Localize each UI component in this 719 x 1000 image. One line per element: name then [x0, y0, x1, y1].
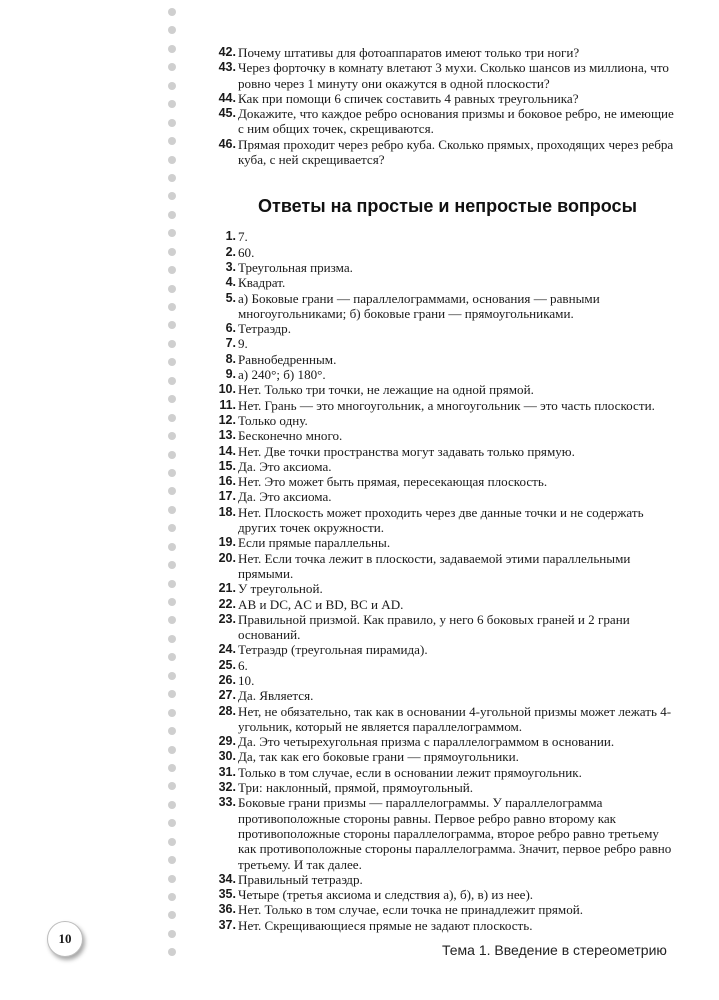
spiral-hole: [168, 672, 176, 680]
answer-item-text: Равнобедренным.: [238, 351, 337, 367]
question-item-text: Докажите, что каждое ребро основания призмы и боковое ребро, не имеющие с ним общих точек, скрещиваются.: [238, 106, 674, 137]
answer-item-text: Да. Является.: [238, 688, 314, 704]
answer-item-text: 60.: [238, 244, 255, 260]
answer-item-text: Если прямые параллельны.: [238, 535, 391, 551]
answer-item-text: Нет. Если точка лежит в плоскости, задаваемой этими параллельными прямыми.: [238, 550, 631, 581]
answer-item-number: 37.: [218, 917, 236, 932]
answer-item: [214, 444, 674, 459]
question-item: [214, 106, 674, 137]
spiral-hole: [168, 451, 176, 459]
answer-item-number: 5.: [225, 290, 236, 305]
question-item-number: 45.: [218, 106, 236, 121]
answer-item-number: 28.: [218, 703, 236, 718]
answer-item-number: 17.: [218, 489, 236, 504]
spiral-hole: [168, 561, 176, 569]
spiral-hole: [168, 856, 176, 864]
answer-item: [214, 336, 674, 351]
spiral-hole: [168, 100, 176, 108]
spiral-hole: [168, 690, 176, 698]
answer-item: [214, 918, 674, 933]
spiral-hole: [168, 764, 176, 772]
spiral-hole: [168, 358, 176, 366]
answer-item: [214, 673, 674, 688]
spiral-hole: [168, 82, 176, 90]
answer-item: [214, 887, 674, 902]
answer-item-text: Да. Это четырехугольная призма с параллелограммом в основании.: [238, 734, 615, 750]
spiral-hole: [168, 192, 176, 200]
answer-item-text: Бесконечно много.: [238, 428, 343, 444]
page-number-badge: [47, 921, 83, 957]
spiral-hole: [168, 303, 176, 311]
spiral-hole: [168, 580, 176, 588]
answer-item: [214, 428, 674, 443]
answer-item-text: Правильный тетраэдр.: [238, 871, 363, 887]
spiral-hole: [168, 930, 176, 938]
answer-item: [214, 260, 674, 275]
answer-item-number: 20.: [218, 550, 236, 565]
answer-item: [214, 505, 674, 536]
answer-item: [214, 795, 674, 871]
spiral-hole: [168, 635, 176, 643]
answer-item-number: 21.: [218, 581, 236, 596]
answer-item-number: 3.: [225, 259, 236, 274]
question-item-number: 43.: [218, 60, 236, 75]
spiral-hole: [168, 285, 176, 293]
answer-item-text: Нет. Скрещивающиеся прямые не задают плоскость.: [238, 917, 533, 933]
answer-item: [214, 704, 674, 735]
spiral-hole: [168, 709, 176, 717]
spiral-hole: [168, 137, 176, 145]
answer-item-number: 29.: [218, 734, 236, 749]
spiral-hole: [168, 377, 176, 385]
spiral-hole: [168, 26, 176, 34]
answer-item-number: 8.: [225, 351, 236, 366]
answer-item: [214, 535, 674, 550]
answer-item-number: 19.: [218, 535, 236, 550]
answer-item-text: Да, так как его боковые грани — прямоугольники.: [238, 749, 519, 765]
answer-item: [214, 597, 674, 612]
section-title: Ответы на простые и непростые вопросы: [258, 196, 637, 217]
question-item-number: 46.: [218, 136, 236, 151]
answer-item-text: а) Боковые грани — параллелограммами, основания — равными многоугольниками; б) боковые грани — прямоугольниками.: [238, 290, 600, 321]
answer-item: [214, 581, 674, 596]
answer-item-number: 36.: [218, 902, 236, 917]
spiral-hole: [168, 838, 176, 846]
answer-item-number: 32.: [218, 780, 236, 795]
spiral-hole: [168, 543, 176, 551]
answer-item-text: Нет. Только в том случае, если точка не принадлежит прямой.: [238, 902, 584, 918]
spiral-hole: [168, 875, 176, 883]
answer-item-text: Три: наклонный, прямой, прямоугольный.: [238, 780, 474, 796]
spiral-hole: [168, 487, 176, 495]
spiral-hole: [168, 395, 176, 403]
answer-item-text: Квадрат.: [238, 275, 286, 291]
answer-item-text: 7.: [238, 229, 248, 245]
spiral-hole: [168, 432, 176, 440]
answer-item-number: 2.: [225, 244, 236, 259]
answer-item-number: 13.: [218, 428, 236, 443]
spiral-hole: [168, 340, 176, 348]
spiral-hole: [168, 911, 176, 919]
spiral-hole: [168, 948, 176, 956]
answer-item-number: 26.: [218, 672, 236, 687]
spiral-hole: [168, 506, 176, 514]
spiral-hole: [168, 119, 176, 127]
answer-item-number: 9.: [225, 367, 236, 382]
answer-item-number: 15.: [218, 458, 236, 473]
spiral-hole: [168, 616, 176, 624]
answer-item-text: Нет. Плоскость может проходить через две данные точки и не содержать других точек окружности.: [238, 504, 644, 536]
spiral-hole: [168, 524, 176, 532]
answer-item: [214, 245, 674, 260]
answer-item: [214, 291, 674, 322]
spiral-hole: [168, 8, 176, 16]
answer-item: [214, 765, 674, 780]
answer-item: [214, 352, 674, 367]
answer-item: [214, 275, 674, 290]
spiral-hole: [168, 727, 176, 735]
spiral-hole: [168, 746, 176, 754]
answer-item-number: 16.: [218, 474, 236, 489]
spiral-hole: [168, 63, 176, 71]
answer-item-number: 18.: [218, 504, 236, 519]
answer-item-number: 34.: [218, 871, 236, 886]
answer-item-number: 14.: [218, 443, 236, 458]
answer-item-number: 25.: [218, 657, 236, 672]
answer-item-number: 33.: [218, 795, 236, 810]
spiral-hole: [168, 156, 176, 164]
question-item: [214, 137, 674, 168]
question-item: [214, 45, 674, 60]
answer-item-number: 24.: [218, 642, 236, 657]
answer-item-text: Нет. Только три точки, не лежащие на одной прямой.: [238, 382, 534, 398]
answer-item-text: 9.: [238, 336, 248, 352]
spiral-hole: [168, 653, 176, 661]
question-item-text: Как при помощи 6 спичек составить 4 равных треугольника?: [238, 90, 579, 106]
page-content: [214, 45, 674, 933]
spiral-hole: [168, 248, 176, 256]
answer-item-number: 23.: [218, 611, 236, 626]
answer-item-text: Да. Это аксиома.: [238, 489, 332, 505]
answer-item-text: Четыре (третья аксиома и следствия а), б), в) из нее).: [238, 887, 534, 903]
answer-item: [214, 229, 674, 244]
answer-item: [214, 413, 674, 428]
answer-item-text: AB и DC, AC и BD, BC и AD.: [238, 596, 404, 612]
answer-item-text: Да. Это аксиома.: [238, 458, 332, 474]
answer-item-number: 35.: [218, 887, 236, 902]
spiral-hole: [168, 211, 176, 219]
spiral-hole: [168, 801, 176, 809]
answer-item-number: 11.: [219, 397, 236, 412]
answer-item-number: 30.: [218, 749, 236, 764]
answer-item: [214, 872, 674, 887]
answer-item: [214, 382, 674, 397]
answer-item: [214, 902, 674, 917]
spiral-hole: [168, 174, 176, 182]
answer-item-text: Нет. Грань — это многоугольник, а многоугольник — это часть плоскости.: [238, 397, 655, 413]
spiral-hole: [168, 782, 176, 790]
answer-item: [214, 474, 674, 489]
answer-item-text: Тетраэдр (треугольная пирамида).: [238, 642, 428, 658]
answer-item: [214, 642, 674, 657]
notebook-spiral: [168, 8, 178, 956]
spiral-hole: [168, 414, 176, 422]
spiral-hole: [168, 598, 176, 606]
answer-item: [214, 734, 674, 749]
question-item-text: Через форточку в комнату влетают 3 мухи. Сколько шансов из миллиона, что ровно через 1 минуту они окажутся в одной плоскости?: [238, 60, 669, 91]
answer-item: [214, 688, 674, 703]
questions-list: [214, 45, 674, 167]
answer-item-text: Только одну.: [238, 412, 308, 428]
answer-item-text: Боковые грани призмы — параллелограммы. У параллелограмма противоположные стороны равны. Первое ребро равно второму как противоположные стороны параллелограмма, второе ребро равно третьему как противоположные стороны параллелограмма. Значит, первое ребро равно третьему. И так далее.: [238, 795, 672, 872]
answer-item-text: Нет. Две точки пространства могут задавать только прямую.: [238, 443, 575, 459]
answers-list: [214, 229, 674, 933]
answer-item-number: 4.: [225, 275, 236, 290]
answer-item-text: 10.: [238, 672, 255, 688]
answer-item: [214, 551, 674, 582]
answer-item-text: Нет. Это может быть прямая, пересекающая плоскость.: [238, 474, 548, 490]
spiral-hole: [168, 321, 176, 329]
question-item-number: 42.: [218, 45, 236, 59]
answer-item-text: Треугольная призма.: [238, 259, 353, 275]
answer-item: [214, 612, 674, 643]
answer-item: [214, 780, 674, 795]
answer-item-text: 6.: [238, 657, 248, 673]
answer-item-text: У треугольной.: [238, 581, 323, 597]
answer-item: [214, 658, 674, 673]
answer-item-number: 1.: [225, 229, 236, 244]
footer-topic: Тема 1. Введение в стереометрию: [442, 942, 667, 958]
answer-item-number: 12.: [218, 412, 236, 427]
question-item-text: Почему штативы для фотоаппаратов имеют только три ноги?: [238, 45, 580, 60]
answer-item-text: Тетраэдр.: [238, 321, 291, 337]
spiral-hole: [168, 893, 176, 901]
answer-item: [214, 749, 674, 764]
answer-item: [214, 398, 674, 413]
answer-item-number: 6.: [225, 321, 236, 336]
question-item-number: 44.: [218, 90, 236, 105]
answer-item: [214, 489, 674, 504]
answer-item-number: 31.: [218, 764, 236, 779]
spiral-hole: [168, 469, 176, 477]
answer-item-number: 10.: [218, 382, 236, 397]
answer-item-text: Правильной призмой. Как правило, у него 6 боковых граней и 2 грани оснований.: [238, 611, 630, 643]
answer-item: [214, 459, 674, 474]
spiral-hole: [168, 266, 176, 274]
spiral-hole: [168, 819, 176, 827]
page-number: 10: [58, 931, 72, 946]
answer-item-text: Нет, не обязательно, так как в основании 4-угольной призмы может лежать 4-угольник, который не является параллелограммом.: [238, 703, 672, 734]
answer-item-number: 7.: [225, 336, 236, 351]
answer-item: [214, 321, 674, 336]
answer-item: [214, 367, 674, 382]
spiral-hole: [168, 45, 176, 53]
spiral-hole: [168, 229, 176, 237]
question-item-text: Прямая проходит через ребро куба. Сколько прямых, проходящих через ребра куба, с ней скрещивается?: [238, 136, 674, 168]
answer-item-text: а) 240°; б) 180°.: [238, 367, 326, 383]
answer-item-number: 22.: [218, 596, 236, 611]
answer-item-number: 27.: [218, 688, 236, 703]
question-item: [214, 60, 674, 91]
question-item: [214, 91, 674, 106]
answer-item-text: Только в том случае, если в основании лежит прямоугольник.: [238, 764, 582, 780]
